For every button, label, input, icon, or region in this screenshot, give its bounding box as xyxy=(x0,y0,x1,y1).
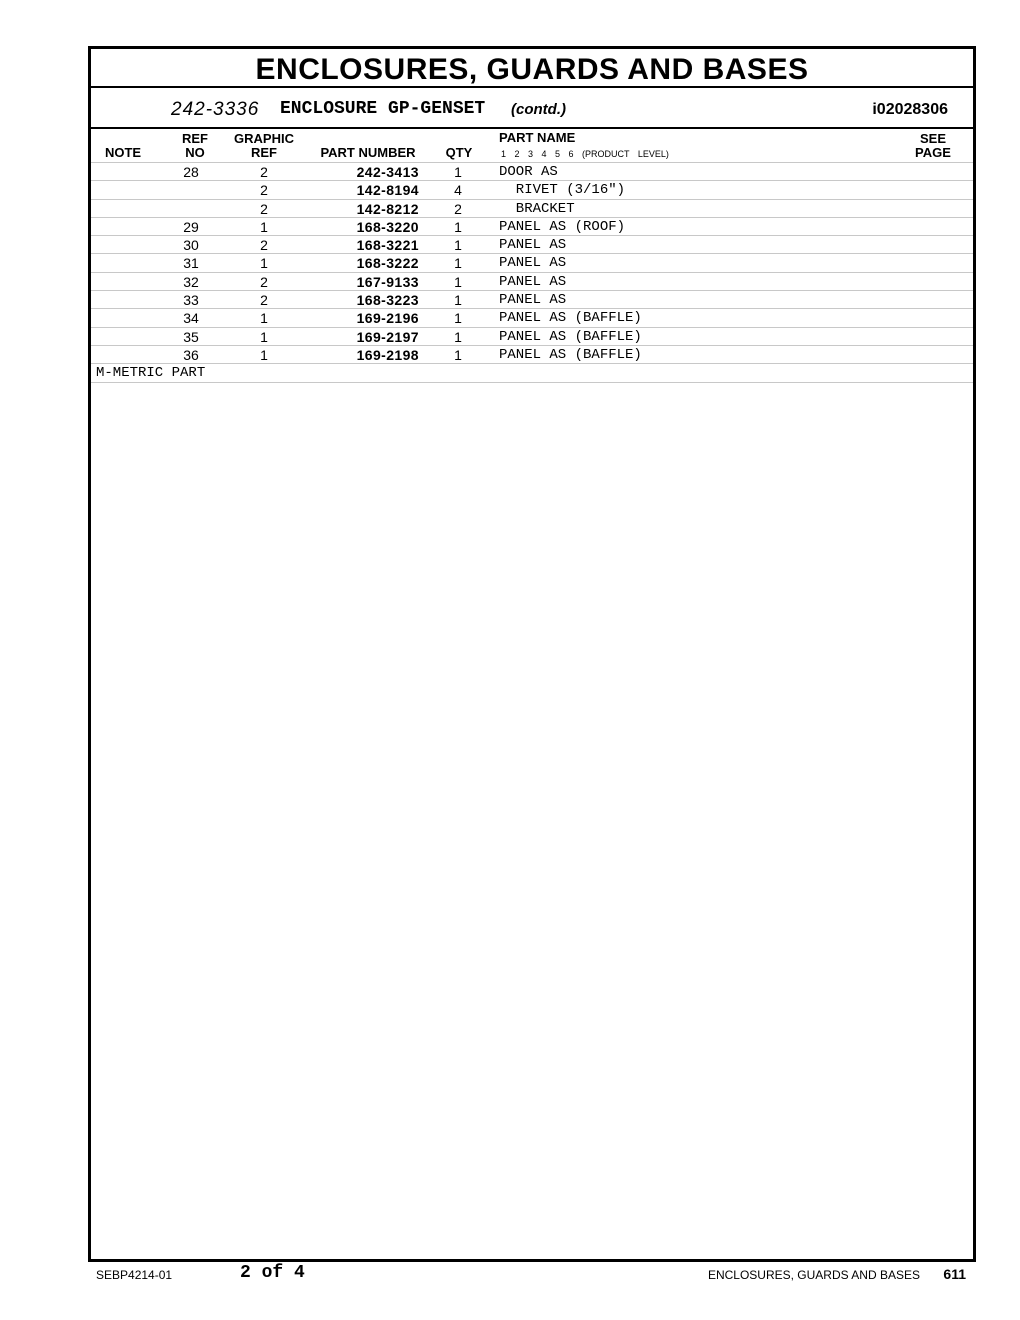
document-id: SEBP4214-01 xyxy=(96,1268,173,1282)
part-name: PANEL AS xyxy=(499,292,567,309)
quantity: 1 xyxy=(454,310,462,327)
header-product-levels: 1 2 3 4 5 6 (PRODUCT LEVEL) xyxy=(501,149,669,159)
part-name: DOOR AS xyxy=(499,164,558,180)
ref-number: 32 xyxy=(183,273,199,290)
graphic-ref: 2 xyxy=(260,182,268,199)
ref-number: 34 xyxy=(183,310,199,327)
parts-table xyxy=(91,162,973,383)
group-number: 242-3336 xyxy=(171,99,260,120)
part-number: 142-8212 xyxy=(356,200,419,217)
quantity: 1 xyxy=(454,273,462,290)
graphic-ref: 2 xyxy=(260,273,268,290)
part-number: 242-3413 xyxy=(356,164,419,180)
graphic-ref: 1 xyxy=(260,310,268,327)
header-qty: QTY xyxy=(445,145,473,160)
table-row xyxy=(91,308,973,326)
quantity: 1 xyxy=(454,346,462,363)
ref-number: 28 xyxy=(183,164,199,180)
header-graphic-bottom: REF xyxy=(251,145,277,160)
graphic-ref: 1 xyxy=(260,328,268,345)
part-name: PANEL AS (ROOF) xyxy=(499,218,626,235)
part-number: 169-2197 xyxy=(356,328,419,345)
table-row xyxy=(91,199,973,217)
table-row xyxy=(91,345,973,363)
part-name: RIVET (3/16") xyxy=(499,182,626,199)
header-part-name: PART NAME xyxy=(499,130,576,145)
quantity: 4 xyxy=(454,182,462,199)
quantity: 1 xyxy=(454,237,462,254)
table-row xyxy=(91,162,973,180)
graphic-ref: 2 xyxy=(260,292,268,309)
table-row xyxy=(91,235,973,253)
part-number: 168-3221 xyxy=(356,237,419,254)
part-name: PANEL AS (BAFFLE) xyxy=(499,310,642,327)
parts-list-frame xyxy=(88,46,976,1262)
part-number: 167-9133 xyxy=(356,273,419,290)
graphic-ref: 2 xyxy=(260,164,268,180)
table-end-rule xyxy=(91,382,973,383)
part-name: PANEL AS (BAFFLE) xyxy=(499,346,642,363)
table-row xyxy=(91,272,973,290)
part-number: 142-8194 xyxy=(356,182,419,199)
graphic-ref: 1 xyxy=(260,255,268,272)
ref-number: 29 xyxy=(183,218,199,235)
ref-number: 33 xyxy=(183,292,199,309)
page-number: 611 xyxy=(943,1266,966,1282)
part-number: 168-3223 xyxy=(356,292,419,309)
quantity: 2 xyxy=(454,200,462,217)
title-divider xyxy=(91,86,973,88)
table-row xyxy=(91,327,973,345)
page-count: 2 of 4 xyxy=(240,1263,305,1283)
header-part-number: PART NUMBER xyxy=(320,145,416,160)
ref-number: 31 xyxy=(183,255,199,272)
part-name: PANEL AS (BAFFLE) xyxy=(499,328,642,345)
part-name: PANEL AS xyxy=(499,255,567,272)
group-name: ENCLOSURE GP-GENSET xyxy=(280,99,486,119)
illustration-reference: i02028306 xyxy=(872,101,948,118)
metric-note: M-METRIC PART xyxy=(96,365,206,382)
page-title: ENCLOSURES, GUARDS AND BASES xyxy=(255,53,809,86)
group-heading xyxy=(91,97,973,123)
graphic-ref: 1 xyxy=(260,346,268,363)
part-name: PANEL AS xyxy=(499,273,567,290)
table-row xyxy=(91,217,973,235)
quantity: 1 xyxy=(454,164,462,180)
part-name: PANEL AS xyxy=(499,237,567,254)
group-divider xyxy=(91,127,973,129)
table-row xyxy=(91,290,973,308)
ref-number: 35 xyxy=(183,328,199,345)
header-graphic-top: GRAPHIC xyxy=(234,131,294,146)
quantity: 1 xyxy=(454,255,462,272)
header-ref-bottom: NO xyxy=(185,145,205,160)
ref-number: 36 xyxy=(183,346,199,363)
part-number: 169-2198 xyxy=(356,346,419,363)
quantity: 1 xyxy=(454,328,462,345)
header-see-bottom: PAGE xyxy=(915,145,951,160)
part-number: 169-2196 xyxy=(356,310,419,327)
graphic-ref: 1 xyxy=(260,218,268,235)
ref-number: 30 xyxy=(183,237,199,254)
quantity: 1 xyxy=(454,218,462,235)
graphic-ref: 2 xyxy=(260,200,268,217)
page-footer xyxy=(0,1262,1020,1292)
table-row xyxy=(91,253,973,271)
part-number: 168-3222 xyxy=(356,255,419,272)
footer-section-title: ENCLOSURES, GUARDS AND BASES xyxy=(707,1268,920,1282)
metric-note-row xyxy=(91,363,973,381)
quantity: 1 xyxy=(454,292,462,309)
header-ref-top: REF xyxy=(182,131,208,146)
table-row xyxy=(91,180,973,198)
header-note: NOTE xyxy=(104,145,142,160)
header-see-top: SEE xyxy=(919,131,946,146)
part-name: BRACKET xyxy=(499,200,575,217)
group-continued-label: (contd.) xyxy=(511,101,566,118)
part-number: 168-3220 xyxy=(356,218,419,235)
graphic-ref: 2 xyxy=(260,237,268,254)
